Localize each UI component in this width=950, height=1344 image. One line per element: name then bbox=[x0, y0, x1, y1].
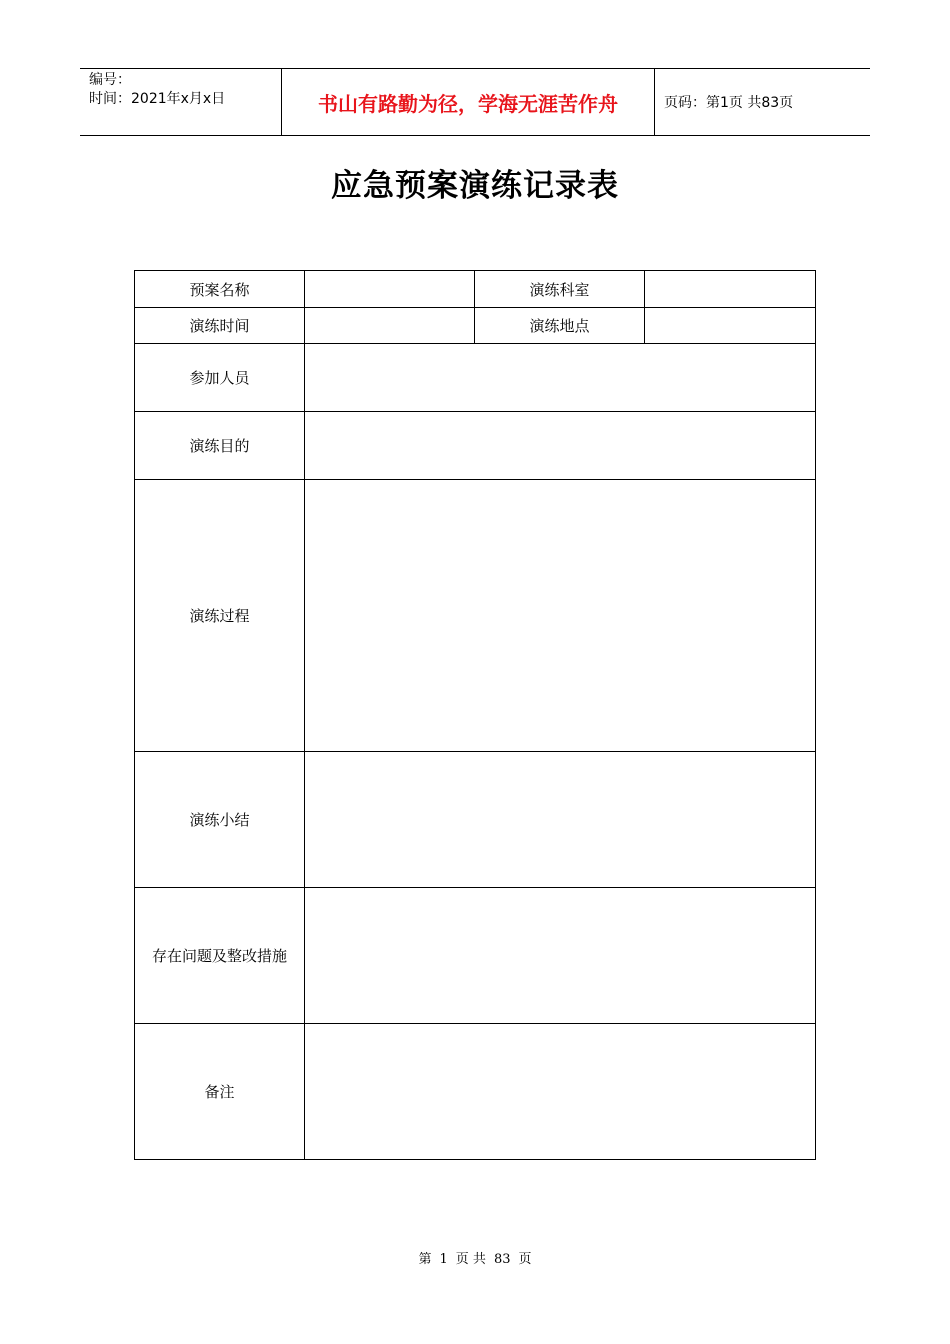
department-label: 演练科室 bbox=[475, 271, 645, 308]
footer-page-number: 1 bbox=[439, 1252, 448, 1267]
process-field[interactable] bbox=[305, 480, 816, 752]
table-row bbox=[135, 752, 816, 888]
document-time-label: 时间：2021年x月x日 bbox=[89, 91, 226, 107]
header-meta bbox=[80, 69, 282, 135]
summary-label: 演练小结 bbox=[135, 752, 305, 888]
drill-record-table bbox=[134, 270, 816, 1160]
participants-label: 参加人员 bbox=[135, 344, 305, 412]
table-row bbox=[135, 412, 816, 480]
footer-mid: 页 共 bbox=[455, 1252, 486, 1267]
drill-location-field[interactable] bbox=[645, 308, 816, 344]
page-title: 应急预案演练记录表 bbox=[331, 168, 619, 204]
footer-total-pages: 83 bbox=[493, 1252, 511, 1267]
table-row bbox=[135, 271, 816, 308]
remarks-label: 备注 bbox=[135, 1024, 305, 1160]
table-row bbox=[135, 308, 816, 344]
page-footer bbox=[0, 1248, 950, 1267]
summary-field[interactable] bbox=[305, 752, 816, 888]
plan-name-label: 预案名称 bbox=[135, 271, 305, 308]
table-row bbox=[135, 480, 816, 752]
purpose-label: 演练目的 bbox=[135, 412, 305, 480]
remarks-field[interactable] bbox=[305, 1024, 816, 1160]
footer-prefix: 第 bbox=[418, 1252, 432, 1267]
document-header bbox=[80, 68, 870, 136]
participants-field[interactable] bbox=[305, 344, 816, 412]
drill-time-field[interactable] bbox=[305, 308, 475, 344]
table-row bbox=[135, 888, 816, 1024]
table-row bbox=[135, 344, 816, 412]
table-row bbox=[135, 1024, 816, 1160]
drill-location-label: 演练地点 bbox=[475, 308, 645, 344]
purpose-field[interactable] bbox=[305, 412, 816, 480]
header-page-label: 页码：第1页 共83页 bbox=[664, 95, 794, 111]
problems-label: 存在问题及整改措施 bbox=[135, 888, 305, 1024]
problems-field[interactable] bbox=[305, 888, 816, 1024]
drill-time-label: 演练时间 bbox=[135, 308, 305, 344]
plan-name-field[interactable] bbox=[305, 271, 475, 308]
process-label: 演练过程 bbox=[135, 480, 305, 752]
header-motto: 书山有路勤为径，学海无涯苦作舟 bbox=[282, 69, 655, 135]
footer-suffix: 页 bbox=[518, 1252, 532, 1267]
document-number-label: 编号： bbox=[89, 72, 131, 88]
department-field[interactable] bbox=[645, 271, 816, 308]
